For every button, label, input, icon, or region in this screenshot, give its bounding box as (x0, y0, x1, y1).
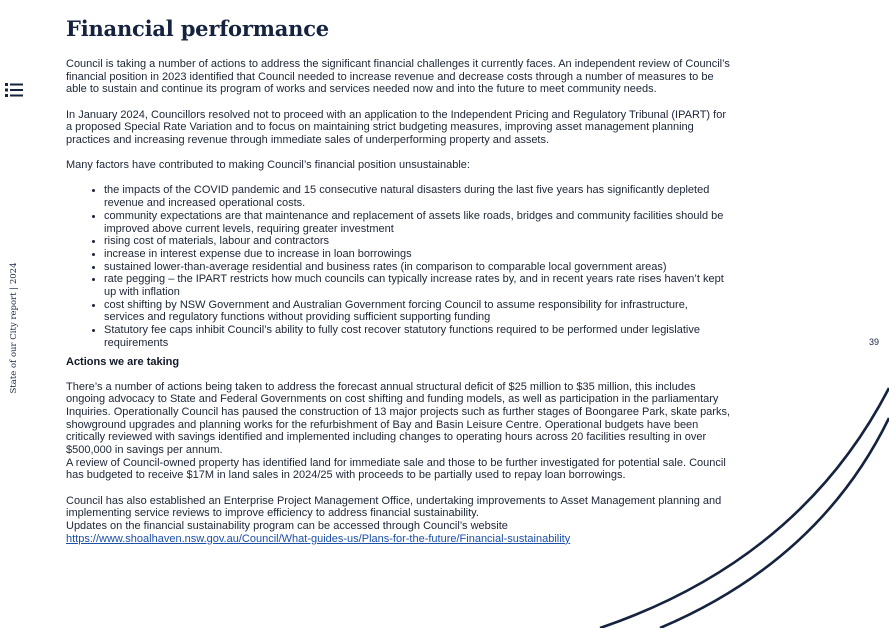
list-item: • the impacts of the COVID pandemic and 15 consecutive natural disasters during the last five years has significantly depleted revenue and increased operational costs. (104, 184, 731, 209)
actions-paragraph: Updates on the financial sustainability program can be accessed through Council’s website (66, 520, 508, 533)
list-item: • cost shifting by NSW Government and Australian Government forcing Council to assume responsibility for infrastructure, services and regulatory functions without providing sufficient supporting funding (104, 299, 731, 324)
list-item: • increase in interest expense due to increase in loan borrowings (104, 248, 731, 261)
actions-paragraph: Council has also established an Enterprise Project Management Office, undertaking improvements to Asset Management planning and implementing service reviews to improve efficiency to address financial sustainability. (66, 494, 722, 520)
list-item: • rising cost of materials, labour and contractors (104, 235, 731, 248)
list-icon[interactable] (5, 82, 23, 98)
section-heading: Actions we are taking (66, 355, 180, 368)
page-title: Financial performance (66, 16, 329, 41)
list-item: • rate pegging – the IPART restricts how much councils can typically increase rates by, and in recent years rate rises haven’t kept up with inflation (104, 273, 731, 298)
intro-paragraph: Council is taking a number of actions to address the significant financial challenges it currently faces. An independent review of Council’s financial position in 2023 identified that Council needed to increase revenue and decrease costs through a number of measures to be able to sustain and continue its program of works and services needed now and into the future to meet community needs. (66, 58, 730, 96)
actions-paragraph: There’s a number of actions being taken to address the forecast annual structural deficit of $25 million to $35 million, this includes ongoing advocacy to State and Federal Governments on cost shifting and funding models, as well as participation in the parliamentary Inquiries. Operationally Council has paused the construction of 13 major projects such as further stages of Boongaree Park, skate parks, showground upgrades and planning works for the refurbishment of Bay and Basin Leisure Centre. Operational budgets have been critically reviewed with savings identified and implemented including changes to operating hours across 20 facilities resulting in over $500,000 in savings per annum. (66, 380, 731, 457)
actions-paragraph: A review of Council-owned property has identified land for immediate sale and those to be further investigated for potential sale. Council has budgeted to receive $17M in land sales in 2024/25 with proceeds to be partially used to repay loan borrowings. (66, 456, 726, 482)
list-item: • Statutory fee caps inhibit Council’s ability to fully cost recover statutory functions required to be performed under legislative requirements (104, 324, 731, 349)
report-side-label: State of our City report | 2024 (9, 262, 19, 394)
intro-paragraph: In January 2024, Councillors resolved not to proceed with an application to the Independent Pricing and Regulatory Tribunal (IPART) for a proposed Special Rate Variation and to focus on maintaining strict budgeting measures, improving asset management planning practices and increasing revenue through immediate sales of underperforming property and assets. (66, 108, 726, 147)
factors-list (66, 184, 731, 349)
main-content (66, 16, 731, 546)
list-item: • sustained lower-than-average residential and business rates (in comparison to comparable local government areas) (104, 261, 731, 274)
intro-paragraph: Many factors have contributed to making Council’s financial position unsustainable: (66, 159, 470, 172)
page-number: 39 (869, 337, 880, 347)
list-item: • community expectations are that maintenance and replacement of assets like roads, bridges and community facilities should be improved above current levels, requiring greater investment (104, 210, 731, 235)
financial-sustainability-link[interactable]: https://www.shoalhaven.nsw.gov.au/Council/What-guides-us/Plans-for-the-future/Financial-sustainability (66, 532, 571, 545)
